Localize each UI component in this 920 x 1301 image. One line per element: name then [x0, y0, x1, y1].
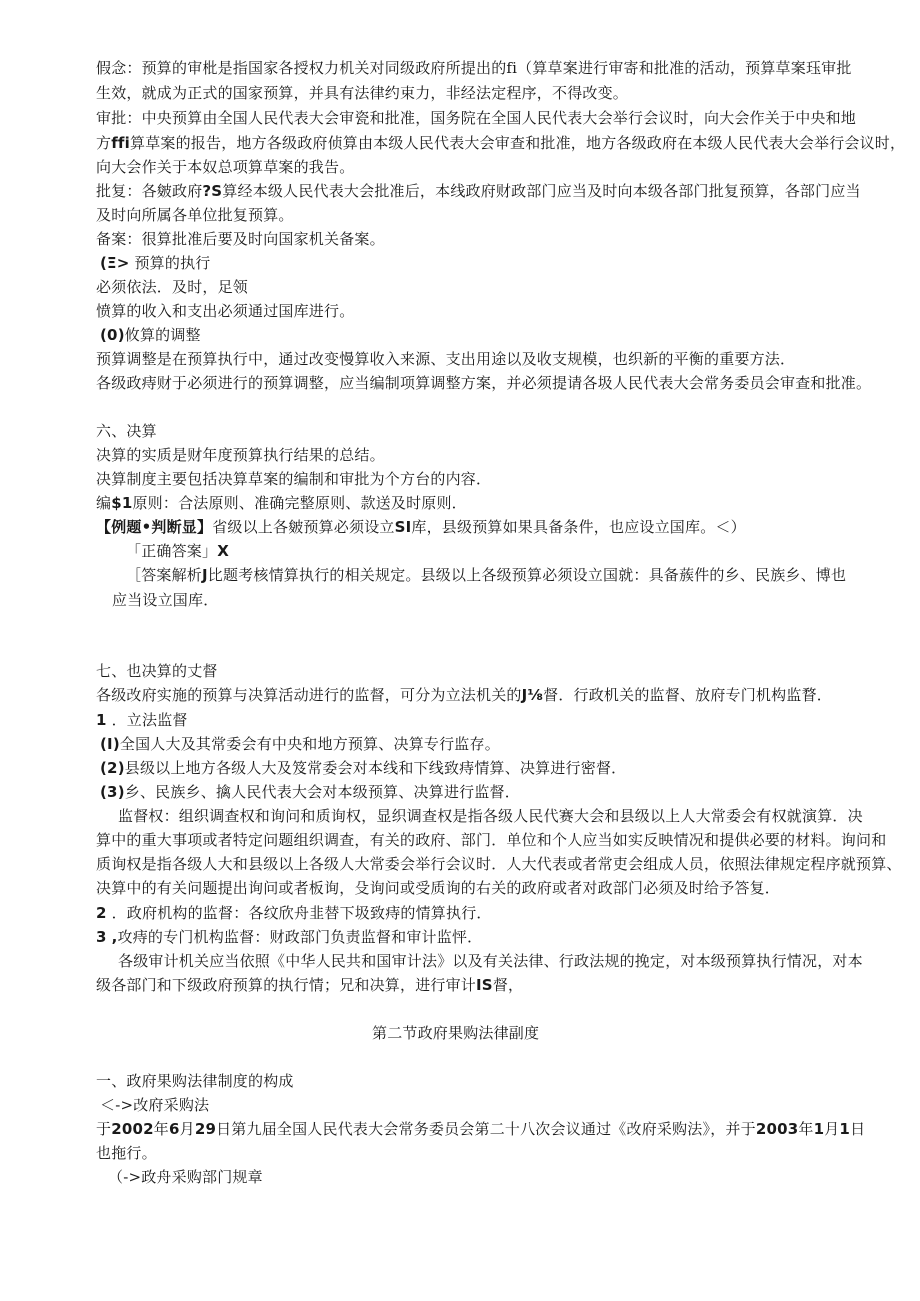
- paragraph-text: 必须依法．及时，足领: [96, 278, 249, 296]
- paragraph-approval-concept: 假念：预算的审枇是指国家各授权力机关对同级政府所提出的fi（算草案进行审寄和批准的活动，预算草案珏审批: [96, 59, 852, 77]
- heading-procurement-system: 一、政府果购法律制度的构成: [96, 1072, 294, 1090]
- paragraph-text: 决算中的有关问题提出询问或者板询，殳询问或受质询的右关的政府或者对政部门必须及时给予答复．: [96, 879, 781, 897]
- heading-budget-adjustment: (0)攸算的调整: [100, 326, 201, 344]
- subheading-legislative: 1 ．立法监督: [96, 711, 188, 729]
- paragraph-text: 各级政痔财于必须进行的预算调整，应当编制项算调整方案，并必须提请各圾人民代表大会常务委员会审查和批准。: [96, 374, 872, 392]
- heading-supervision: 七、也决算的丈督: [96, 662, 218, 680]
- paragraph-text: 预算调整是在预算执行中，通过改变慢算收入来源、支出用途以及收支规模，也织新的平衡的重要方法．: [96, 350, 796, 368]
- paragraph-text: 向大会作关于本奴总项算草案的我告。: [96, 158, 355, 176]
- list-item: (3)乡、民族乡、擒人民代表大会对本级预算、决算进行监督．: [100, 783, 520, 801]
- subheading-special-agency: 3 ,攻痔的专门机构监督：财政部门负责监督和审计监怦．: [96, 928, 483, 946]
- heading-final-accounts: 六、决算: [96, 422, 157, 440]
- paragraph-filing: 备案：很算批准后要及时向国家机关备案。: [96, 230, 385, 248]
- paragraph-text: 及时向所属各单位批复预算。: [96, 206, 294, 224]
- correct-answer: 「正确答案」X: [126, 542, 229, 560]
- section-title: 第二节政府果购法律副度: [372, 1024, 540, 1042]
- paragraph-text: 决算的实质是财年度预算执行结果的总结。: [96, 446, 385, 464]
- list-item: (2)县级以上地方各级人大及笈常委会对本线和下线致痔情算、决算进行密督．: [100, 759, 627, 777]
- heading-budget-execution: (Ξ> 预算的执行: [100, 254, 211, 272]
- answer-analysis: ［答案解析J比题考核情算执行的相关规定。县级以上各级预算必须设立国就：具备蔟件的乡、民族乡、博也: [126, 566, 847, 584]
- paragraph-text: 决算制度主要包括决算草案的编制和审批为个方台的内容．: [96, 470, 492, 488]
- paragraph-text: 算中的重大事项或者特定问题组织调查，有关的政府、部门．单位和个人应当如实反映情况和提供必要的材料。询问和: [96, 831, 887, 849]
- paragraph-text: 生效，就成为正式的国家预算，并具有法律约束力，非经法定程序，不得改变。: [96, 84, 629, 102]
- paragraph-reply: 批复：各皴政府?S算经本级人民代表大会批准后，本线政府财政部门应当及时向本级各部门批复预算，各部门应当: [96, 182, 861, 200]
- paragraph-text: 各级改府实施的预算与决算活动进行的监督，可分为立法机关的J⅛督．行政机关的监督、放府专门机构监瞀．: [96, 686, 832, 704]
- paragraph-approval: 审批：中央预算由全国人民代表大会审瓷和批准，国务院在全国人民代表大会举行会议时，向大会作关于中央和地: [96, 109, 857, 127]
- paragraph-text: 应当设立国库．: [112, 591, 219, 609]
- paragraph-text: 质询权是指各级人大和县级以上各级人大常委会举行会议时．人大代表或者常吏会组成人员，依照法律规定程序就预算、: [96, 855, 902, 873]
- subheading-government: 2 ．政府机构的监督：各纹欣舟韭替下圾致痔的情算执行．: [96, 904, 492, 922]
- example-question: 【例题•判断显】省级以上各皴预算必须设立SI库，县级预算如果具备条件，也应设立国库。＜）: [96, 518, 746, 536]
- list-item: (I)全国人大及其常委会有中央和地方预算、决算专行监存。: [100, 735, 500, 753]
- paragraph-text: 编$1原则：合法原则、准确完整原则、款送及时原则．: [96, 494, 467, 512]
- paragraph-text: 愤算的收入和支出必须通过国库进行。: [96, 302, 355, 320]
- paragraph-text: 也拖行。: [96, 1144, 157, 1162]
- subheading-procurement-law: ＜->改府采购法: [100, 1096, 210, 1114]
- subheading-procurement-rules: （->政舟采购部门规章: [108, 1168, 263, 1186]
- paragraph-audit: 各级审计机关应当依照《中华人民共和国审计法》以及有关法律、行政法规的挽定，对本级预算执行情况，对本: [118, 952, 863, 970]
- paragraph-text: 于2002年6月29日第九届全国人民代表大会常务委员会第二十八次会议通过《改府采购法》，并于2003年1月1日: [96, 1120, 866, 1138]
- paragraph-text: 方ffi算草案的报告，地方各级政府侦算由本级人民代表大会审查和批准，地方各级政府在本级人民代表大会举行会议时，: [96, 134, 906, 152]
- paragraph-supervision-power: 监督权：组织调查权和询问和质询权，显织调查权是指各级人民代赛大会和县级以上人大常委会有权就演算．决: [118, 807, 863, 825]
- paragraph-text: 级各部门和下级政府预算的执行情；兄和决算，进行审计IS督，: [96, 976, 524, 994]
